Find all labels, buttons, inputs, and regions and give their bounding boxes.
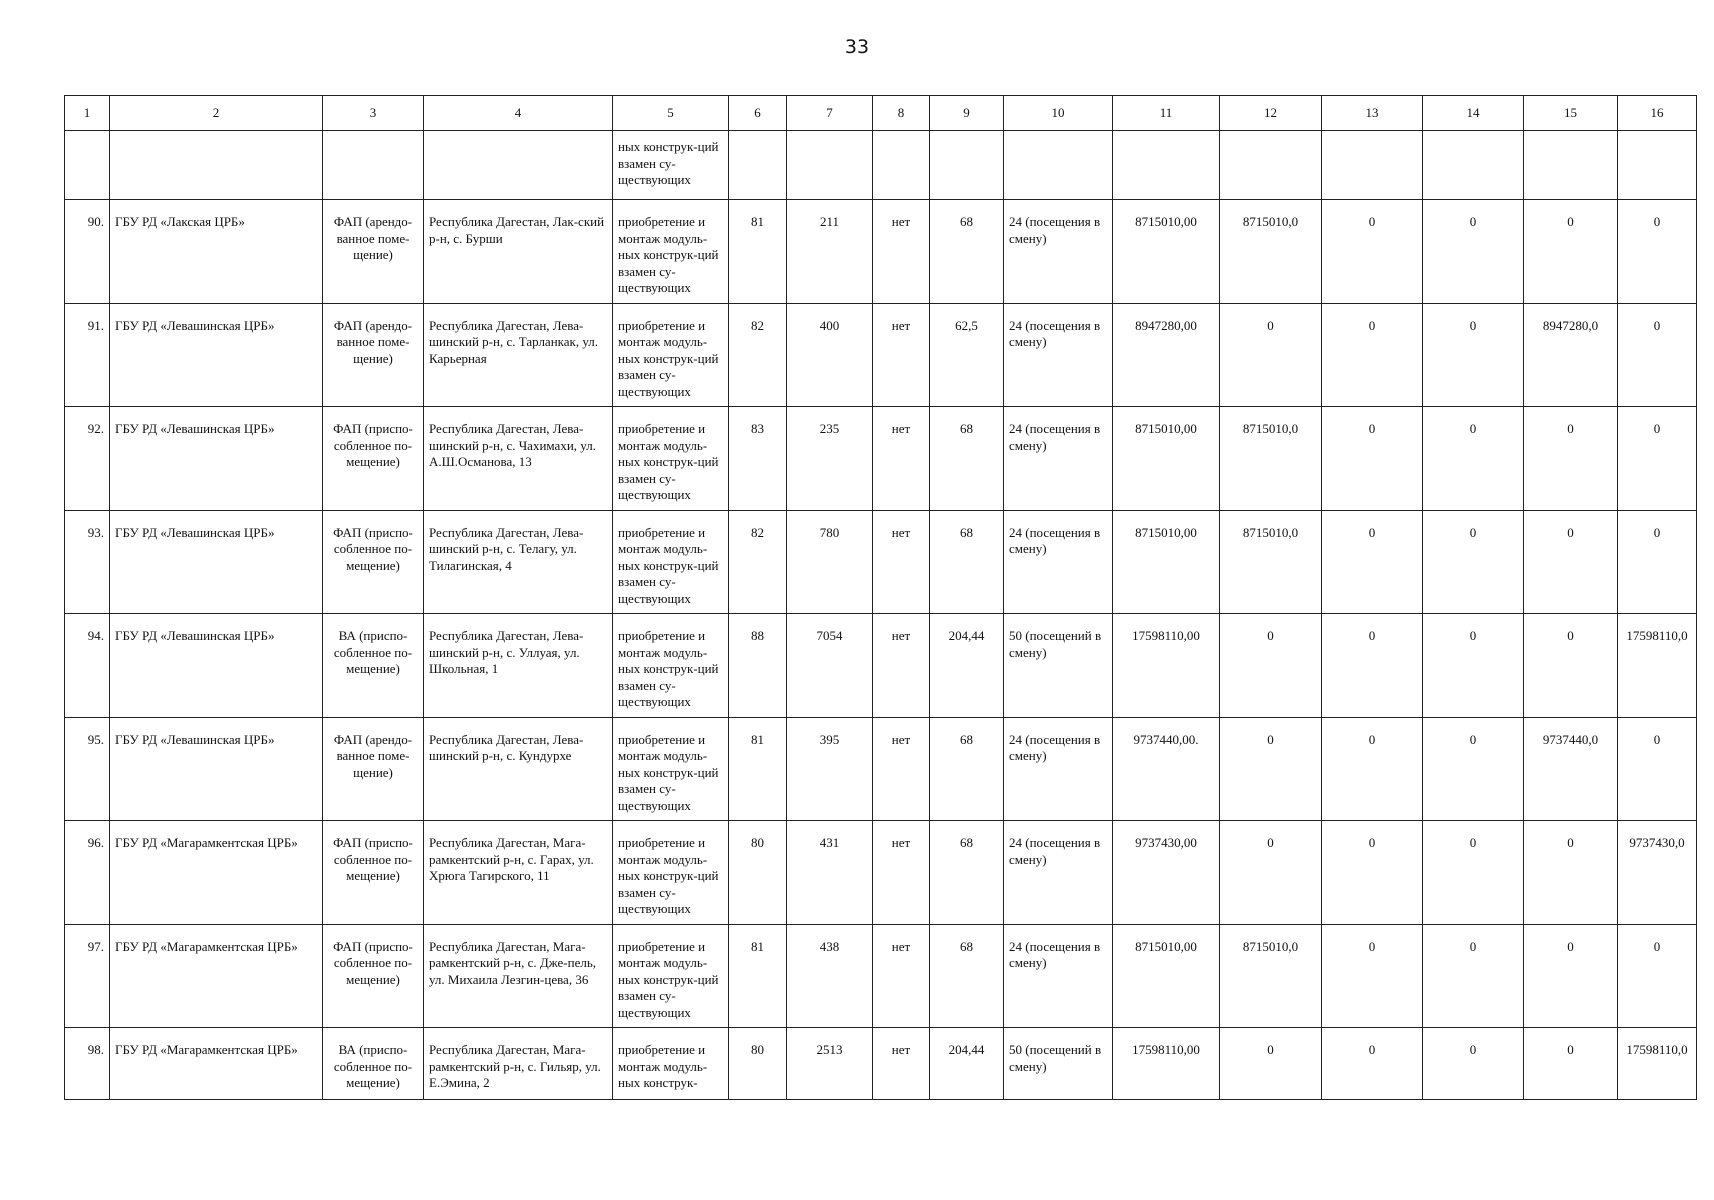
table-cell: 88 bbox=[729, 614, 787, 718]
row-number-cell: 90. bbox=[65, 200, 110, 304]
column-header: 5 bbox=[613, 96, 729, 131]
table-row bbox=[65, 821, 1697, 925]
amount-cell: 0 bbox=[1618, 200, 1697, 304]
address-cell: Республика Дагестан, Лева-шинский р-н, с. Чахимахи, ул. А.Ш.Османова, 13 bbox=[424, 407, 613, 511]
amount-cell: 8715010,0 bbox=[1220, 510, 1322, 614]
work-description-cell: приобретение и монтаж модуль-ных конструк-ций взамен су-ществующих bbox=[613, 303, 729, 407]
table-cell bbox=[1322, 131, 1423, 200]
table-cell: 68 bbox=[930, 510, 1004, 614]
capacity-cell: 50 (посещений в смену) bbox=[1004, 614, 1113, 718]
amount-cell: 0 bbox=[1423, 303, 1524, 407]
organization-cell: ГБУ РД «Левашинская ЦРБ» bbox=[110, 614, 323, 718]
table-cell: 83 bbox=[729, 407, 787, 511]
work-description-cell: приобретение и монтаж модуль-ных конструк-ций взамен су-ществующих bbox=[613, 821, 729, 925]
table-cell: 81 bbox=[729, 200, 787, 304]
continuation-row bbox=[65, 131, 1697, 200]
table-cell: 438 bbox=[787, 924, 873, 1028]
organization-cell: ГБУ РД «Левашинская ЦРБ» bbox=[110, 407, 323, 511]
table-cell: 68 bbox=[930, 924, 1004, 1028]
amount-cell: 0 bbox=[1322, 821, 1423, 925]
amount-cell: 0 bbox=[1423, 200, 1524, 304]
amount-cell: 0 bbox=[1322, 303, 1423, 407]
column-header: 14 bbox=[1423, 96, 1524, 131]
amount-cell: 8715010,00 bbox=[1113, 200, 1220, 304]
organization-cell: ГБУ РД «Магарамкентская ЦРБ» bbox=[110, 924, 323, 1028]
table-cell: 7054 bbox=[787, 614, 873, 718]
address-cell: Республика Дагестан, Мага-рамкентский р-н, с. Гильяр, ул. Е.Эмина, 2 bbox=[424, 1028, 613, 1100]
table-cell: нет bbox=[873, 717, 930, 821]
capacity-cell: 24 (посещения в смену) bbox=[1004, 407, 1113, 511]
table-cell bbox=[930, 131, 1004, 200]
amount-cell: 8947280,0 bbox=[1524, 303, 1618, 407]
amount-cell: 17598110,0 bbox=[1618, 614, 1697, 718]
column-header: 12 bbox=[1220, 96, 1322, 131]
address-cell: Республика Дагестан, Мага-рамкентский р-н, с. Гарах, ул. Хрюга Тагирского, 11 bbox=[424, 821, 613, 925]
table-cell bbox=[1423, 131, 1524, 200]
row-number-cell: 95. bbox=[65, 717, 110, 821]
work-description-cell: приобретение и монтаж модуль-ных конструк-ций взамен су-ществующих bbox=[613, 614, 729, 718]
amount-cell: 8715010,00 bbox=[1113, 924, 1220, 1028]
table-cell bbox=[1524, 131, 1618, 200]
amount-cell: 8715010,0 bbox=[1220, 407, 1322, 511]
amount-cell: 8715010,0 bbox=[1220, 200, 1322, 304]
column-header: 13 bbox=[1322, 96, 1423, 131]
column-header: 10 bbox=[1004, 96, 1113, 131]
amount-cell: 0 bbox=[1322, 717, 1423, 821]
column-number-row bbox=[65, 96, 1697, 131]
amount-cell: 8715010,00 bbox=[1113, 407, 1220, 511]
work-description-cell: приобретение и монтаж модуль-ных конструк-ций взамен су-ществующих bbox=[613, 924, 729, 1028]
table-cell: 204,44 bbox=[930, 1028, 1004, 1100]
column-header: 6 bbox=[729, 96, 787, 131]
table-cell: 431 bbox=[787, 821, 873, 925]
table-row bbox=[65, 407, 1697, 511]
table-cell: 68 bbox=[930, 717, 1004, 821]
table-cell: 62,5 bbox=[930, 303, 1004, 407]
table-row bbox=[65, 303, 1697, 407]
table-cell: 204,44 bbox=[930, 614, 1004, 718]
amount-cell: 0 bbox=[1322, 1028, 1423, 1100]
table-cell: 235 bbox=[787, 407, 873, 511]
amount-cell: 0 bbox=[1322, 510, 1423, 614]
work-description-cell: приобретение и монтаж модуль-ных конструк-ций взамен су-ществующих bbox=[613, 510, 729, 614]
amount-cell: 0 bbox=[1220, 303, 1322, 407]
facilities-table bbox=[64, 95, 1697, 1100]
table-cell: нет bbox=[873, 303, 930, 407]
work-description-cell: приобретение и монтаж модуль-ных конструк-ций взамен су-ществующих bbox=[613, 200, 729, 304]
address-cell: Республика Дагестан, Лева-шинский р-н, с. Кундурхе bbox=[424, 717, 613, 821]
amount-cell: 0 bbox=[1322, 924, 1423, 1028]
capacity-cell: 24 (посещения в смену) bbox=[1004, 821, 1113, 925]
row-number-cell: 91. bbox=[65, 303, 110, 407]
facility-type-cell: ФАП (приспо-собленное по-мещение) bbox=[323, 510, 424, 614]
amount-cell: 0 bbox=[1423, 717, 1524, 821]
table-cell: нет bbox=[873, 821, 930, 925]
table-cell: нет bbox=[873, 200, 930, 304]
table-cell: 68 bbox=[930, 821, 1004, 925]
row-number-cell: 97. bbox=[65, 924, 110, 1028]
column-header: 9 bbox=[930, 96, 1004, 131]
column-header: 3 bbox=[323, 96, 424, 131]
amount-cell: 0 bbox=[1220, 1028, 1322, 1100]
facility-type-cell: ФАП (арендо-ванное поме-щение) bbox=[323, 303, 424, 407]
amount-cell: 0 bbox=[1423, 924, 1524, 1028]
facility-type-cell: ВА (приспо-собленное по-мещение) bbox=[323, 614, 424, 718]
table-cell: 68 bbox=[930, 407, 1004, 511]
amount-cell: 8715010,0 bbox=[1220, 924, 1322, 1028]
amount-cell: 17598110,00 bbox=[1113, 1028, 1220, 1100]
organization-cell: ГБУ РД «Магарамкентская ЦРБ» bbox=[110, 1028, 323, 1100]
work-description-cell: приобретение и монтаж модуль-ных конструк-ций взамен су-ществующих bbox=[613, 407, 729, 511]
amount-cell: 0 bbox=[1524, 510, 1618, 614]
table-cell: нет bbox=[873, 407, 930, 511]
amount-cell: 8947280,00 bbox=[1113, 303, 1220, 407]
table-cell: 82 bbox=[729, 510, 787, 614]
amount-cell: 17598110,00 bbox=[1113, 614, 1220, 718]
row-number-cell: 98. bbox=[65, 1028, 110, 1100]
column-header: 2 bbox=[110, 96, 323, 131]
address-cell: Республика Дагестан, Лева-шинский р-н, с. Тарланкак, ул. Карьерная bbox=[424, 303, 613, 407]
amount-cell: 9737440,0 bbox=[1524, 717, 1618, 821]
amount-cell: 17598110,0 bbox=[1618, 1028, 1697, 1100]
table-cell: 80 bbox=[729, 821, 787, 925]
organization-cell: ГБУ РД «Левашинская ЦРБ» bbox=[110, 717, 323, 821]
column-header: 7 bbox=[787, 96, 873, 131]
address-cell: Республика Дагестан, Лева-шинский р-н, с. Телагу, ул. Тилагинская, 4 bbox=[424, 510, 613, 614]
table-row bbox=[65, 924, 1697, 1028]
table-cell: нет bbox=[873, 614, 930, 718]
facility-type-cell: ВА (приспо-собленное по-мещение) bbox=[323, 1028, 424, 1100]
amount-cell: 0 bbox=[1220, 614, 1322, 718]
work-description-cell: приобретение и монтаж модуль-ных конструк-ций взамен су-ществующих bbox=[613, 717, 729, 821]
table-cell bbox=[424, 131, 613, 200]
facility-type-cell: ФАП (приспо-собленное по-мещение) bbox=[323, 924, 424, 1028]
row-number-cell: 93. bbox=[65, 510, 110, 614]
table-cell: нет bbox=[873, 510, 930, 614]
address-cell: Республика Дагестан, Мага-рамкентский р-н, с. Дже-пель, ул. Михаила Лезгин-цева, 36 bbox=[424, 924, 613, 1028]
amount-cell: 0 bbox=[1618, 924, 1697, 1028]
amount-cell: 9737440,00. bbox=[1113, 717, 1220, 821]
organization-cell: ГБУ РД «Магарамкентская ЦРБ» bbox=[110, 821, 323, 925]
amount-cell: 0 bbox=[1618, 407, 1697, 511]
address-cell: Республика Дагестан, Лева-шинский р-н, с. Уллуая, ул. Школьная, 1 bbox=[424, 614, 613, 718]
amount-cell: 0 bbox=[1423, 407, 1524, 511]
amount-cell: 0 bbox=[1423, 1028, 1524, 1100]
amount-cell: 0 bbox=[1618, 717, 1697, 821]
table-cell bbox=[110, 131, 323, 200]
organization-cell: ГБУ РД «Лакская ЦРБ» bbox=[110, 200, 323, 304]
table-cell: нет bbox=[873, 1028, 930, 1100]
table-cell bbox=[729, 131, 787, 200]
work-description-cell: приобретение и монтаж модуль-ных конструк- bbox=[613, 1028, 729, 1100]
amount-cell: 0 bbox=[1618, 303, 1697, 407]
table-cell: 395 bbox=[787, 717, 873, 821]
amount-cell: 0 bbox=[1618, 510, 1697, 614]
amount-cell: 8715010,00 bbox=[1113, 510, 1220, 614]
table-cell: 81 bbox=[729, 717, 787, 821]
table-cell: нет bbox=[873, 924, 930, 1028]
organization-cell: ГБУ РД «Левашинская ЦРБ» bbox=[110, 303, 323, 407]
amount-cell: 0 bbox=[1322, 614, 1423, 718]
table-cell: 68 bbox=[930, 200, 1004, 304]
column-header: 16 bbox=[1618, 96, 1697, 131]
table-row bbox=[65, 200, 1697, 304]
facility-type-cell: ФАП (приспо-собленное по-мещение) bbox=[323, 821, 424, 925]
capacity-cell: 24 (посещения в смену) bbox=[1004, 510, 1113, 614]
table-row bbox=[65, 614, 1697, 718]
organization-cell: ГБУ РД «Левашинская ЦРБ» bbox=[110, 510, 323, 614]
amount-cell: 0 bbox=[1524, 924, 1618, 1028]
address-cell: Республика Дагестан, Лак-ский р-н, с. Бурши bbox=[424, 200, 613, 304]
table-cell bbox=[1220, 131, 1322, 200]
table-cell bbox=[1004, 131, 1113, 200]
table-cell bbox=[873, 131, 930, 200]
row-number-cell: 92. bbox=[65, 407, 110, 511]
table-cell: 400 bbox=[787, 303, 873, 407]
table-cell bbox=[65, 131, 110, 200]
column-header: 1 bbox=[65, 96, 110, 131]
row-number-cell: 96. bbox=[65, 821, 110, 925]
table-cell bbox=[787, 131, 873, 200]
capacity-cell: 24 (посещения в смену) bbox=[1004, 717, 1113, 821]
table-cell bbox=[1113, 131, 1220, 200]
amount-cell: 0 bbox=[1322, 200, 1423, 304]
amount-cell: 0 bbox=[1423, 821, 1524, 925]
row-number-cell: 94. bbox=[65, 614, 110, 718]
table-cell bbox=[323, 131, 424, 200]
column-header: 8 bbox=[873, 96, 930, 131]
column-header: 15 bbox=[1524, 96, 1618, 131]
table-row bbox=[65, 510, 1697, 614]
capacity-cell: 24 (посещения в смену) bbox=[1004, 200, 1113, 304]
amount-cell: 0 bbox=[1220, 717, 1322, 821]
table-cell: 780 bbox=[787, 510, 873, 614]
amount-cell: 0 bbox=[1322, 407, 1423, 511]
amount-cell: 0 bbox=[1220, 821, 1322, 925]
work-description-cell: ных конструк-ций взамен су-ществующих bbox=[613, 131, 729, 200]
amount-cell: 9737430,00 bbox=[1113, 821, 1220, 925]
page-number: 33 bbox=[844, 36, 870, 58]
capacity-cell: 50 (посещений в смену) bbox=[1004, 1028, 1113, 1100]
facility-type-cell: ФАП (арендо-ванное поме-щение) bbox=[323, 717, 424, 821]
table-row bbox=[65, 717, 1697, 821]
table-cell: 81 bbox=[729, 924, 787, 1028]
facility-type-cell: ФАП (арендо-ванное поме-щение) bbox=[323, 200, 424, 304]
table-cell: 82 bbox=[729, 303, 787, 407]
amount-cell: 0 bbox=[1423, 614, 1524, 718]
table-row bbox=[65, 1028, 1697, 1100]
column-header: 4 bbox=[424, 96, 613, 131]
table-cell: 80 bbox=[729, 1028, 787, 1100]
column-header: 11 bbox=[1113, 96, 1220, 131]
table-cell: 211 bbox=[787, 200, 873, 304]
table-cell bbox=[1618, 131, 1697, 200]
table-cell: 2513 bbox=[787, 1028, 873, 1100]
facility-type-cell: ФАП (приспо-собленное по-мещение) bbox=[323, 407, 424, 511]
amount-cell: 0 bbox=[1524, 821, 1618, 925]
amount-cell: 0 bbox=[1524, 614, 1618, 718]
amount-cell: 0 bbox=[1524, 1028, 1618, 1100]
amount-cell: 0 bbox=[1524, 407, 1618, 511]
amount-cell: 0 bbox=[1524, 200, 1618, 304]
amount-cell: 0 bbox=[1423, 510, 1524, 614]
amount-cell: 9737430,0 bbox=[1618, 821, 1697, 925]
capacity-cell: 24 (посещения в смену) bbox=[1004, 924, 1113, 1028]
capacity-cell: 24 (посещения в смену) bbox=[1004, 303, 1113, 407]
